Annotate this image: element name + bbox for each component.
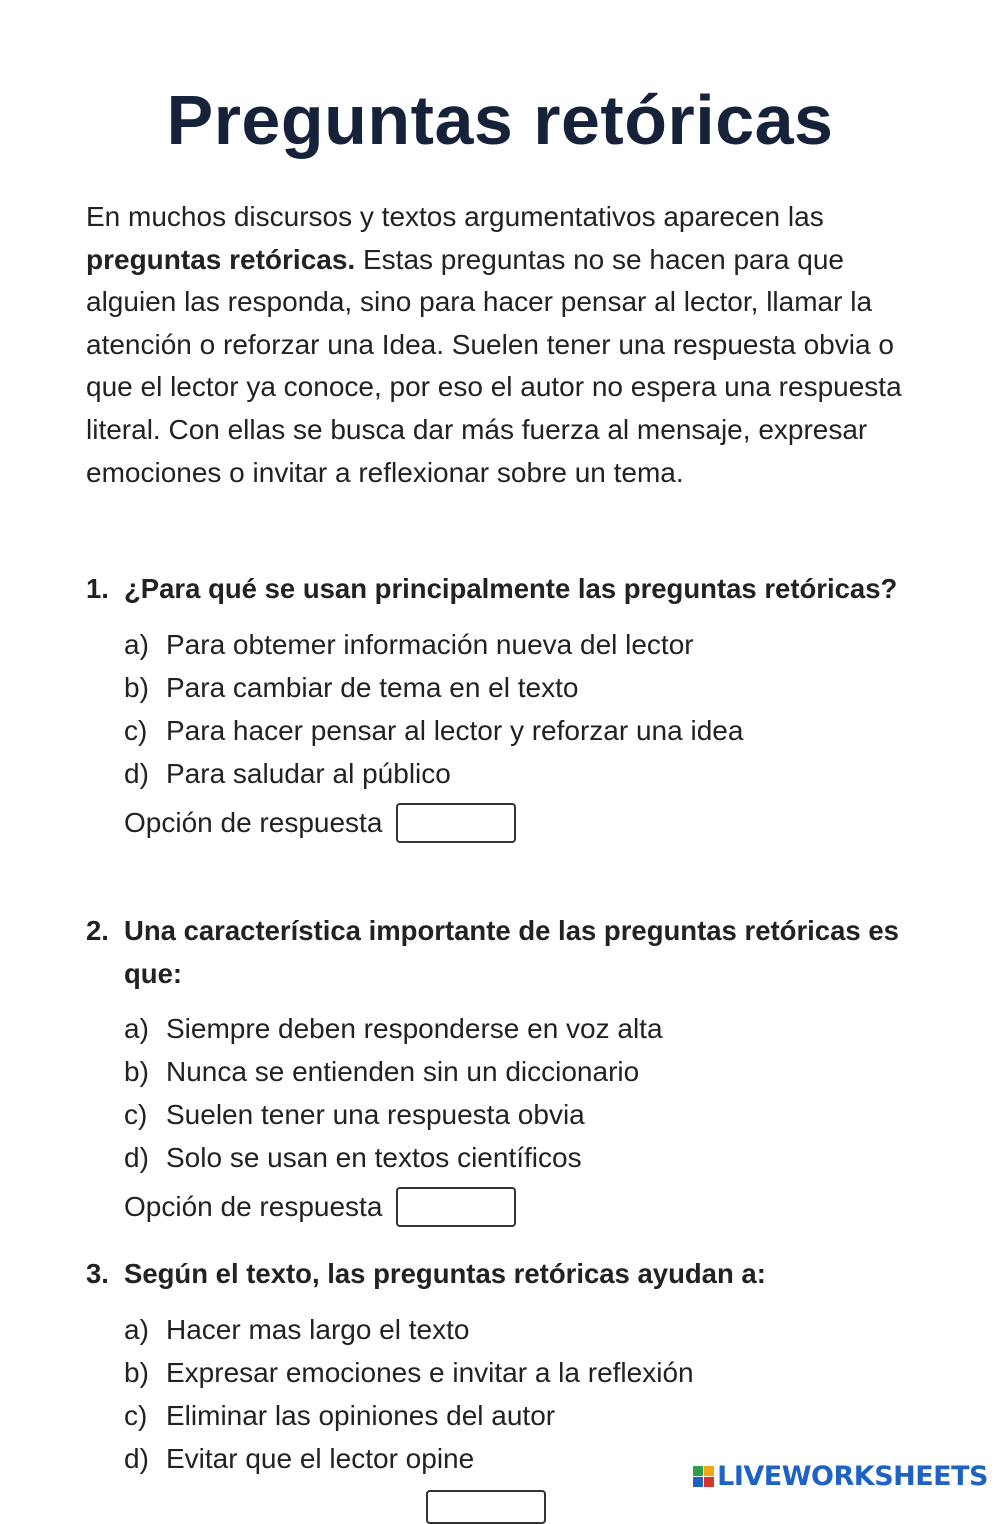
logo-square	[704, 1466, 714, 1476]
question-number: 2.	[86, 915, 109, 946]
liveworksheets-brand	[693, 1461, 988, 1492]
option-text: Para saludar al público	[166, 757, 451, 789]
option-text: Expresar emociones e invitar a la reflexión	[166, 1356, 694, 1388]
question-text: ¿Para qué se usan principalmente las preguntas retóricas?	[124, 573, 898, 604]
question-text: Según el texto, las preguntas retóricas ayudan a:	[124, 1258, 766, 1289]
logo-square	[693, 1477, 703, 1487]
option-d	[124, 752, 936, 795]
option-c	[124, 709, 936, 752]
logo-square	[704, 1477, 714, 1487]
answer-input-3[interactable]	[426, 1490, 546, 1524]
question-stem	[86, 1253, 936, 1296]
question-text: Una característica importante de las preguntas retóricas es que:	[124, 915, 899, 989]
option-text: Solo se usan en textos científicos	[166, 1142, 582, 1173]
option-list	[124, 1007, 936, 1179]
option-letter: a)	[124, 628, 149, 660]
question-number: 1.	[86, 573, 109, 604]
question-stem	[86, 568, 936, 611]
liveworksheets-logo-icon	[693, 1466, 714, 1487]
answer-input-2[interactable]	[396, 1187, 516, 1227]
option-letter: b)	[124, 1056, 149, 1087]
option-letter: d)	[124, 1442, 149, 1474]
option-letter: d)	[124, 1142, 149, 1173]
option-text: Evitar que el lector opine	[166, 1442, 475, 1474]
option-letter: c)	[124, 1099, 148, 1130]
option-a	[124, 623, 936, 666]
option-letter: b)	[124, 671, 149, 703]
option-c	[124, 1093, 936, 1136]
option-letter: d)	[124, 757, 149, 789]
worksheet-title: Preguntas retóricas	[166, 81, 834, 159]
option-text: Para hacer pensar al lector y reforzar una idea	[166, 714, 744, 746]
option-b	[124, 1351, 936, 1394]
option-text: Para obtemer información nueva del lector	[166, 628, 694, 660]
intro-text-start: En muchos discursos y textos argumentativos aparecen las	[86, 201, 824, 232]
question-1	[86, 568, 936, 843]
intro-paragraph	[86, 196, 936, 494]
option-letter: a)	[124, 1313, 149, 1345]
question-3	[86, 1253, 936, 1480]
question-2	[86, 910, 936, 1227]
option-text: Nunca se entienden sin un diccionario	[166, 1056, 640, 1087]
answer-label: Opción de respuesta	[124, 806, 383, 838]
option-text: Siempre deben responderse en voz alta	[166, 1013, 663, 1044]
option-b	[124, 1050, 936, 1093]
option-a	[124, 1007, 936, 1050]
intro-text-end: Estas preguntas no se hacen para que alguien las responda, sino para hacer pensar al lector, llamar la atención o reforzar una Idea. Suelen tener una respuesta obvia o que el lector ya conoce, por eso el autor no espera una respuesta literal. Con ellas se busca dar más fuerza al mensaje, expresar emociones o invitar a reflexionar sobre un tema.	[86, 243, 902, 488]
option-list	[124, 623, 936, 795]
option-text: Hacer mas largo el texto	[166, 1313, 470, 1345]
brand-name: LIVEWORKSHEETS	[717, 1461, 988, 1492]
option-letter: c)	[124, 714, 148, 746]
option-b	[124, 666, 936, 709]
answer-row	[124, 1187, 936, 1227]
option-text: Suelen tener una respuesta obvia	[166, 1099, 585, 1130]
option-a	[124, 1308, 936, 1351]
option-d	[124, 1136, 936, 1179]
question-stem	[86, 910, 936, 995]
logo-square	[693, 1466, 703, 1476]
answer-row	[124, 803, 936, 843]
option-letter: b)	[124, 1356, 149, 1388]
question-number: 3.	[86, 1258, 109, 1289]
option-c	[124, 1394, 936, 1437]
intro-bold-term: preguntas retóricas.	[86, 243, 356, 275]
option-letter: a)	[124, 1013, 149, 1044]
option-list	[124, 1308, 936, 1480]
option-letter: c)	[124, 1399, 148, 1431]
answer-input-1[interactable]	[396, 803, 516, 843]
answer-label: Opción de respuesta	[124, 1191, 383, 1222]
option-text: Eliminar las opiniones del autor	[166, 1399, 556, 1431]
option-text: Para cambiar de tema en el texto	[166, 671, 579, 703]
